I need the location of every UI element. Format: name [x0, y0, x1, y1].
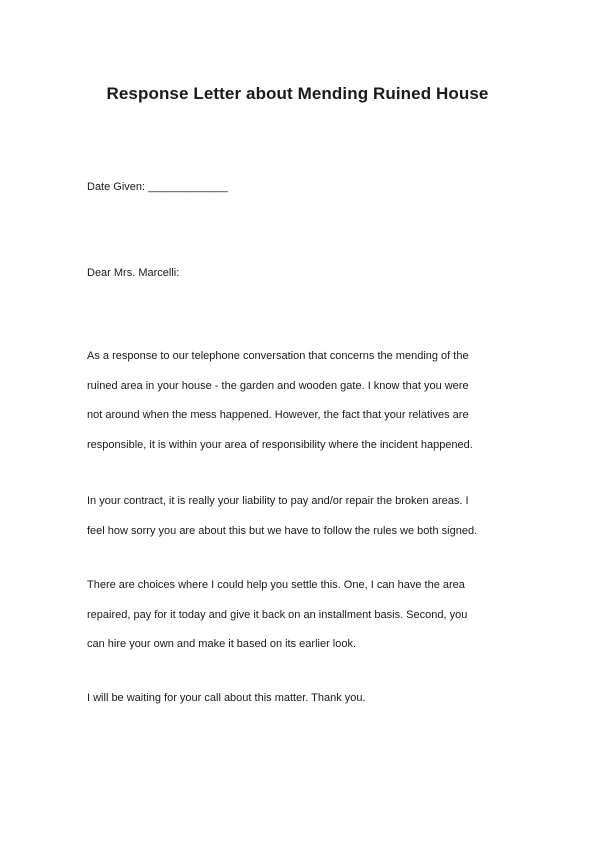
- paragraph-line: repaired, pay for it today and give it back on an installment basis. Second, you: [87, 608, 468, 621]
- document-title: Response Letter about Mending Ruined House: [106, 84, 489, 103]
- paragraph-line: feel how sorry you are about this but we have to follow the rules we both signed.: [87, 524, 478, 537]
- date-blank: _____________: [148, 181, 228, 193]
- body-paragraph-1: [87, 342, 517, 460]
- paragraph-line: There are choices where I could help you settle this. One, I can have the area: [87, 579, 465, 591]
- paragraph-line: As a response to our telephone conversation that concerns the mending of the: [87, 350, 469, 362]
- paragraph-line: I will be waiting for your call about this matter. Thank you.: [87, 692, 366, 704]
- date-label: Date Given:: [87, 181, 146, 193]
- paragraph-line: In your contract, it is really your liability to pay and/or repair the broken areas. I: [87, 495, 469, 507]
- paragraph-line: ruined area in your house - the garden and wooden gate. I know that you were: [87, 379, 469, 392]
- body-paragraph-3: [87, 571, 517, 660]
- body-paragraph-4: [87, 684, 517, 714]
- paragraph-line: responsible, it is within your area of responsibility where the incident happened.: [87, 438, 473, 451]
- date-line: [87, 179, 228, 195]
- body-paragraph-2: [87, 487, 517, 546]
- salutation: Dear Mrs. Marcelli:: [87, 267, 180, 279]
- paragraph-line: not around when the mess happened. However, the fact that your relatives are: [87, 409, 469, 421]
- paragraph-line: can hire your own and make it based on its earlier look.: [87, 638, 357, 650]
